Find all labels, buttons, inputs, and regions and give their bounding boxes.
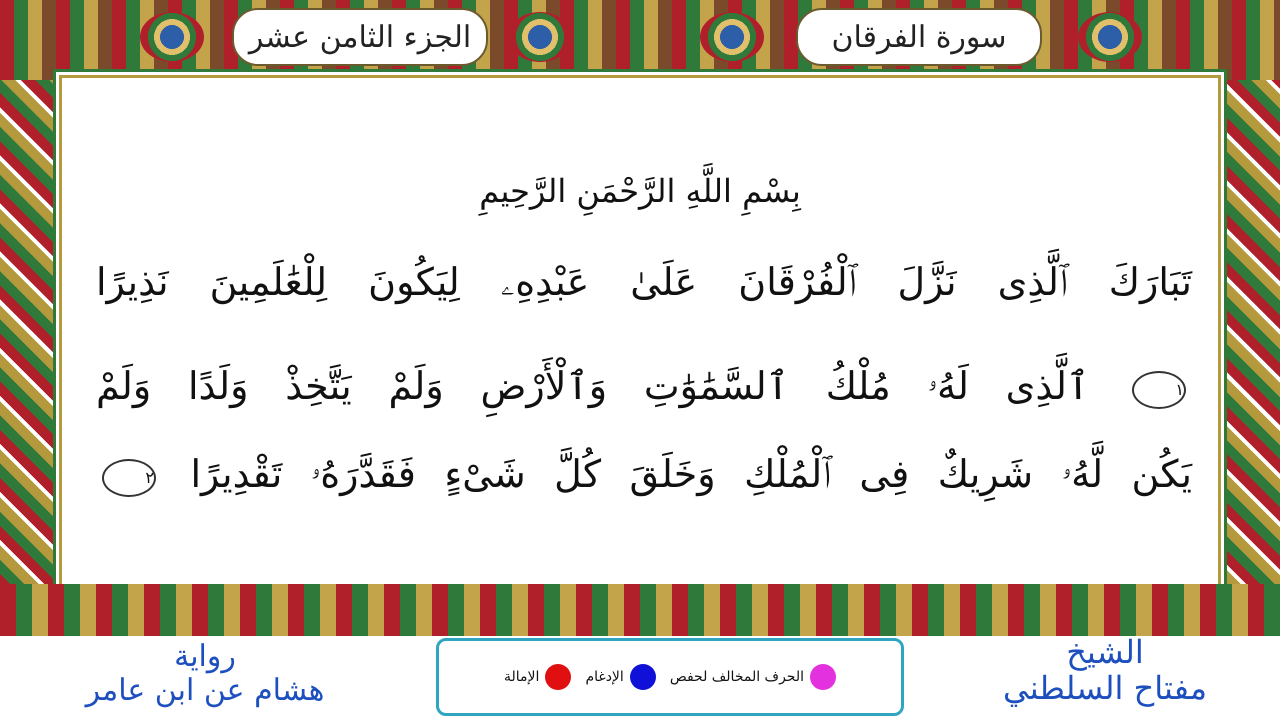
legend-label: الإمالة	[504, 669, 540, 685]
legend-label: الإدغام	[585, 669, 624, 685]
ayah-number-marker: ١	[1132, 371, 1186, 409]
verse-line-2	[96, 364, 1192, 409]
verse-line-1	[96, 260, 1192, 305]
verse-text: يَكُن لَّهُۥ شَرِيكٌ فِى ٱلْمُلْكِ وَخَلَقَ كُلَّ شَىْءٍ فَقَدَّرَهُۥ تَقْدِيرًا	[190, 452, 1192, 496]
reciter-name: مفتاح السلطني	[1003, 669, 1207, 707]
reciter-caption	[1000, 634, 1210, 706]
medallion-icon	[1078, 12, 1142, 62]
blue-dot-icon	[630, 664, 656, 690]
bottom-ornament-border	[0, 584, 1280, 636]
medallion-icon	[508, 12, 572, 62]
ayah-number-marker: ٢	[102, 459, 156, 497]
quran-page-content	[82, 82, 1198, 582]
magenta-dot-icon	[810, 664, 836, 690]
legend-item-idgham	[585, 664, 655, 690]
riwaya-name: هشام عن ابن عامر	[85, 673, 325, 708]
verse-line-3	[96, 452, 1192, 497]
legend-item-imala	[504, 664, 571, 690]
legend-item-different-letter	[670, 664, 836, 690]
reciter-title: الشيخ	[1066, 633, 1144, 671]
riwaya-caption	[60, 640, 350, 708]
verse-text: تَبَارَكَ ٱلَّذِى نَزَّلَ ٱلْفُرْقَانَ عَلَىٰ عَبْدِهِۦ لِيَكُونَ لِلْعَٰلَمِينَ نَذِيرًا	[96, 260, 1192, 304]
legend-label: الحرف المخالف لحفص	[669, 669, 804, 685]
red-dot-icon	[545, 664, 571, 690]
juz-title: الجزء الثامن عشر	[232, 8, 488, 66]
medallion-icon	[700, 12, 764, 62]
medallion-icon	[140, 12, 204, 62]
basmala: بِسْمِ اللَّهِ الرَّحْمَنِ الرَّحِيمِ	[479, 172, 801, 210]
color-legend	[436, 638, 904, 716]
surah-title: سورة الفرقان	[796, 8, 1042, 66]
riwaya-title: رواية	[174, 639, 236, 674]
verse-text: ٱلَّذِى لَهُۥ مُلْكُ ٱلسَّمَٰوَٰتِ وَٱلْأَرْضِ وَلَمْ يَتَّخِذْ وَلَدًا وَلَمْ	[96, 364, 1090, 408]
